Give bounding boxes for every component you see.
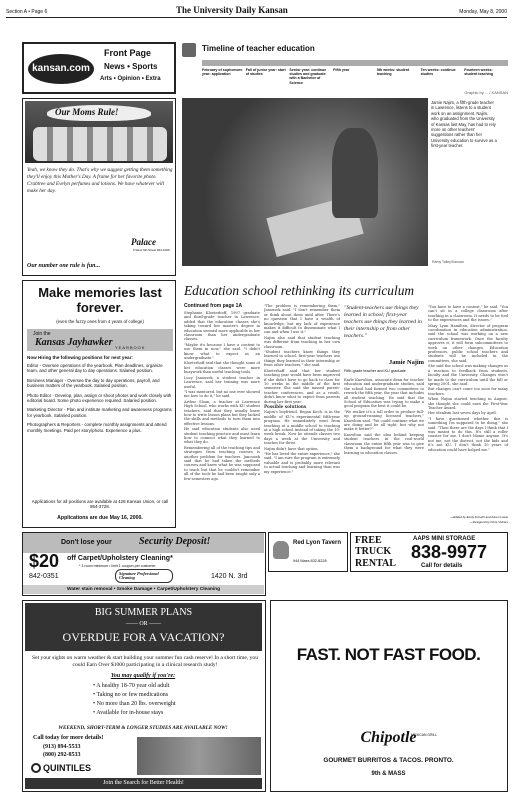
tavern-address: 944 Mass 832-8228	[293, 559, 327, 563]
masthead	[6, 4, 507, 18]
carpet-ad	[22, 532, 266, 596]
article-designer: —Designed by Chris Vickers	[469, 520, 508, 524]
truck-truck: TRUCK	[355, 546, 392, 557]
moms-photo	[25, 101, 173, 163]
truck-top: AAPS MINI STORAGE	[413, 536, 476, 542]
article-paragraph: Earle Knowlton, associate dean for teacher education and undergraduate studies, said the school had formed two committees to rework the fifth year, the year that includes all student teaching. He said that the School of Education was trying to make a good program the best it could be.	[344, 378, 424, 409]
article-paragraph: Najim also said that student teaching was different from teaching in her own classroom.	[264, 335, 340, 349]
jayhawker-apply: Applications for all positions are available at 428 Kansas Union, or call 864-3728.	[31, 499, 169, 510]
main-photo	[182, 98, 428, 266]
tavern-ad	[268, 532, 348, 572]
summer-criteria-item: • Taking no or few medications	[93, 692, 169, 698]
photo-credit: Ramy Talley/Kansan	[432, 260, 464, 264]
summer-criteria-item: • A healthy 18-70 year old adult	[93, 683, 170, 689]
palace-logo: Palace	[131, 237, 156, 247]
timeline-step: Ten weeks: continue studies	[420, 68, 456, 77]
article-continued: Continued from page 1A	[184, 303, 243, 309]
moms-tagline: Our number one rule is fun...	[27, 263, 101, 269]
chipotle-tagline: GOURMET BURRITOS & TACOS. PRONTO.	[323, 757, 454, 764]
doll-figures	[33, 127, 167, 161]
signature-brand: Signature Professional Cleaning	[119, 571, 159, 581]
jayhawker-positions	[27, 363, 173, 493]
jayhawker-headline: Make memories last forever.	[38, 285, 162, 315]
date-label: Monday, May 8, 2000	[459, 9, 507, 15]
article-column-2	[264, 304, 340, 524]
summer-overdue: OVERDUE FOR A VACATION?	[62, 630, 225, 644]
summer-people-photo	[137, 737, 261, 775]
article-paragraph: Lucy Janousek, a student teacher in Lawrence, said her training was more useful.	[184, 375, 260, 389]
carpet-price: $20	[29, 551, 60, 571]
timeline-step: Fifth year	[333, 68, 350, 72]
summer-phone-2: (800) 292-8533	[43, 752, 81, 758]
jayhawker-join: Join the	[33, 331, 51, 337]
summer-or: —— OR ——	[125, 621, 162, 627]
jayhawker-position: Photo Editor - Develop, plan, assign or shoot photos and work closely with editorial board. Some photo experience required. Salaried position.	[27, 392, 172, 404]
paper-title: The University Daily Kansan	[176, 5, 288, 15]
carpet-deposit: Security Deposit!	[139, 536, 211, 547]
jayhawker-logo-box	[27, 329, 173, 351]
quintiles-icon	[31, 763, 41, 773]
moms-copy: Yeah, we know they do. That's why we suggest getting them something they'll enjoy this Mother's Day. A frame for her favorite photo. Crabtree and Evelyn perfumes and lotions. We have whatever will make her day.	[27, 167, 173, 194]
timeline-step: Fall of junior year: start of studies	[245, 68, 286, 77]
truck-free: FREE	[355, 535, 382, 546]
article-column-4	[428, 305, 508, 515]
kansan-line-1: Front Page	[104, 48, 152, 58]
article-paragraph: Najim didn't have that option.	[264, 446, 319, 451]
article-byline: —Edited by Emily Forsyth and Karen Lewis	[450, 515, 508, 519]
jayhawker-hiring: Now Hiring the following positions for next year:	[27, 355, 133, 360]
article-column-1	[184, 311, 260, 524]
summer-call: Call today for more details!	[33, 735, 104, 741]
chipotle-ad	[270, 600, 508, 792]
summer-criteria-item: • Available for in-house stays	[93, 710, 164, 716]
carpet-fine-print: * 3 room minimum • limit 1 coupon per customer	[79, 564, 156, 568]
timeline-step: 5th weeks: student teaching	[376, 68, 410, 77]
article-paragraph: Najim's boyfriend, Regan Koch, is in the middle of KU's experimental fifth-year program. He immediately went from teaching at a middle school to teaching at a high school instead of taking the 10-week break. Now he attends classes two days a week at the University and teaches for three.	[264, 410, 340, 446]
pull-quote-title: Fifth-grade teacher and KU graduate	[344, 369, 406, 373]
carpet-banner	[23, 533, 264, 553]
article-paragraph: Remembering all of the teaching tips and strategies from teaching courses is another problem for teachers. Janousek said that he had taken the methods courses and knew what he was supposed to teach but that he couldn't remember all of the tools he had been taught only a few semesters ago.	[184, 445, 260, 481]
article-paragraph: "He has loved the entire experience," she said. "I am sure the program is extremely valuable and is probably more relevant to actual teaching and learning than was my experience."	[264, 452, 340, 474]
summer-intro: Set your sights on warm weather & start building your summer fun cash reserve! In a short time, you could Earn Over $1000 participating in a clinical research study!	[31, 655, 259, 668]
timeline-steps	[202, 68, 508, 94]
chipotle-logo: Chipotle	[360, 729, 417, 746]
article-paragraph: But changes can't come too soon for many teachers.	[428, 387, 508, 396]
article-paragraph: Mary Lynn Hamilton, director of program coordination in education administration, said the school was working on a new curriculum framework. Once the faculty approves it, it will form subcommittees to work on other changes. Education professors, public school teachers and students will be included in the committees, she said.	[428, 323, 508, 363]
jayhawker-position: Editor - Oversee operations of the yearbook. Plan deadlines, organize team, and other general day to day operations. Salaried position.	[27, 363, 163, 374]
article-paragraph: "You have to have a context," he said. "You can't sit in a college classroom after teaching in a classroom. It needs to be tied to the experiences and the issues."	[428, 305, 508, 323]
article-paragraph: "I have questioned whether this is something I'm supposed to be doing," she said. "Then there are the days I think that I was meant to do this. It's still a roller coaster for me. I don't blame anyone. It's not me, not the district, not the kids and it's not KU. I don't think 10 years of education could have helped me."	[428, 416, 508, 452]
article-paragraph: He said education students also need student teaching practice and must learn how to connect what they learned to what they do.	[184, 427, 260, 445]
carpet-phone: 842-0351	[29, 573, 59, 580]
section-label: Section A • Page 6	[6, 9, 48, 15]
article-paragraph: She said the school was making changes as a reaction to feedback from students, faculty and the University. Changes won't be made to the curriculum until the fall or spring 2001, she said.	[428, 364, 508, 386]
summer-ad	[22, 600, 266, 792]
article-column-3	[344, 378, 424, 524]
lion-icon	[273, 541, 289, 559]
article-paragraph: Stephanie Kloeterhoff, 1997 graduate and third-grade teacher in Lawrence, added that the education classes she's taking toward her master's degree in education seemed more applicable in her classroom than her undergraduate classes.	[184, 311, 260, 342]
timeline-step: Senior year: continue studies and graduate with a Bachelor of Science	[289, 68, 327, 85]
timeline-step: Fourteen weeks: student teaching	[464, 68, 494, 77]
article-paragraph: When Najim started teaching in August, she thought she could earn the First-Year Teacher Award.	[428, 397, 508, 410]
jayhawker-position: Marketing Director - Plan and institute marketing and awareness programs for yearbook. Salaried position.	[27, 407, 172, 418]
jayhawker-subhead: (even the fuzzy ones from 4 years of college)	[56, 319, 144, 324]
truck-phone: 838-9977	[411, 542, 488, 562]
moms-ad	[22, 98, 176, 276]
kansan-line-3: Arts • Opinion • Extra	[100, 76, 161, 82]
article-paragraph: Arthur Sloan, a teacher at Lawrence High School, who works with KU student teachers, said that they usually knew how to write lesson plans but they lacked the skills and methods to turn them into effective lessons.	[184, 399, 260, 426]
jayhawker-position: Photographers & Reporters - complete monthly assignments and attend monthly meetings. Paid per story/photo. Experience a plus.	[27, 422, 167, 433]
carpet-address: 1420 N. 3rd	[211, 573, 248, 580]
truck-ad	[350, 532, 508, 572]
article-paragraph: Possible solutions	[264, 403, 307, 409]
carpet-dont-lose: Don't lose your	[61, 539, 112, 546]
summer-header	[25, 603, 262, 651]
timeline-graphic	[182, 40, 508, 96]
jayhawker-ad	[22, 280, 176, 528]
chipotle-sub: MEXICAN GRILL	[411, 733, 438, 737]
summer-criteria-list	[93, 682, 253, 722]
article-paragraph: "I was mentored, but no one ever showed me how to do it," he said.	[184, 389, 260, 399]
article-headline: Education school rethinking its curriculum	[184, 283, 415, 298]
summer-join: Join the Search for Better Health!	[25, 778, 262, 789]
chipotle-headline: FAST. NOT FAST FOOD.	[296, 645, 481, 664]
jayhawker-position: Business Manager - Oversee the day to day operations, payroll, and business matters of the yearbook. Salaried position.	[27, 377, 160, 389]
article-paragraph: "We realize it's a toll order to produce full-up ground-running licensed teachers," Knowlton said. "We could continue what we are doing and be all right, but why not make it better?"	[344, 409, 424, 432]
photo-figure	[332, 128, 378, 218]
article-paragraph: Kloeterhoff said that she thought some of her education classes were more busywork than useful teaching tools.	[184, 361, 260, 375]
tavern-name: Red Lyon Tavern	[293, 540, 342, 546]
truck-call: Call for details	[421, 563, 463, 569]
jayhawker-brand-sub: YEARBOOK	[115, 345, 146, 350]
carpet-services: Water stain removal • Smoke Damage • Carpet/Upholstery Cleaning	[23, 585, 264, 594]
palace-address: 9 West 9th Street 843-1099	[133, 248, 170, 252]
pull-quote-text: "Student-teachers use things they learned in school; first-year teachers use things they learned in their internship or from other teachers."	[344, 305, 422, 339]
article-paragraph: Her idealism last seven days by April.	[428, 411, 497, 416]
summer-qualify: You may qualify if you're:	[110, 673, 176, 679]
pull-quote	[344, 305, 424, 377]
photo-caption: Jamie Najim, a fifth-grade teacher in Lawrence, listens to a student work on an assignment. Najim, who graduated from the University of Kansas last May, has had to rely more on other teachers' suggestions rather than her University education to survive as a first-year teacher.	[431, 100, 497, 149]
truck-rental: RENTAL	[355, 558, 396, 569]
summer-criteria-item: • No more than 20 lbs. overweight	[93, 701, 176, 707]
kansan-line-2: News • Sports	[104, 62, 158, 71]
article-paragraph: Knowlton said the idea behind keeping student teachers in the real-world classroom the entire fifth year was to give them a background for what they were learning in education classes.	[344, 432, 424, 455]
pull-quote-name: Jamie Najim	[389, 359, 424, 366]
jayhawker-brand: Kansas Jayhawker	[35, 337, 113, 348]
carpet-off: off Carpet/Upholstery Cleaning*	[67, 555, 173, 562]
timeline-title: Timeline of teacher education	[202, 44, 315, 53]
timeline-icon	[182, 43, 196, 57]
summer-big: BIG SUMMER PLANS	[94, 607, 193, 618]
summer-phone-1: (913) 894-5533	[43, 744, 81, 750]
timeline-step: February of sophomore year: application	[202, 68, 243, 77]
kansan-ad	[22, 42, 176, 94]
summer-weekend: WEEKEND, SHORT-TERM & LONGER STUDIES ARE AVAILABLE NOW!	[58, 725, 228, 731]
chipotle-address: 9th & MASS	[371, 771, 406, 777]
moms-banner-text: Our Moms Rule!	[55, 107, 119, 117]
timeline-credit: Graphic by ... / KANSAN	[464, 90, 508, 95]
quintiles-brand: QUINTILES	[43, 763, 92, 773]
timeline-bar	[202, 60, 508, 66]
jayhawker-due: Applications are due May 16, 2000.	[57, 515, 143, 521]
article-paragraph: Kloeterhoff said that her student teaching year would have been improved if she didn't have to go back to class for 10 weeks in the middle of the first semester. She said she missed parent-teacher conferences, and as a result, didn't know what to expect from parents during her first year.	[264, 368, 340, 404]
kansan-logo: kansan.com	[28, 54, 94, 84]
article-paragraph: "The problem is remembering them," Janousek said. "I don't remember them or think about them until after. There's no question that I have a wealth of knowledge, but my lack of experience makes it difficult to disseminate what I can and when I use it."	[264, 304, 340, 335]
article-paragraph: "Maybe it's because I have a context to use them in now," she said. "I didn't know what to expect as an undergraduate."	[184, 342, 260, 361]
article-paragraph: "Student teachers know things they learned in school, first-year teachers use things they learned in their internship or from other teachers," she said.	[264, 350, 340, 368]
